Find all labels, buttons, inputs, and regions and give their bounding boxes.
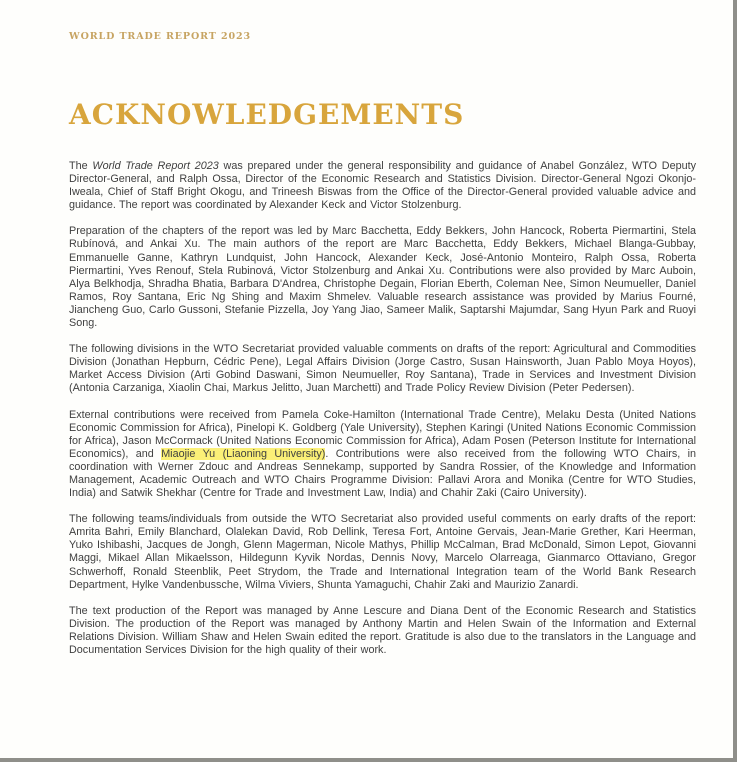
paragraph-authors — [69, 225, 696, 330]
highlighted-name: Miaojie Yu (Liaoning University) — [161, 447, 326, 460]
paragraph-wto-divisions — [69, 343, 696, 395]
page-title: ACKNOWLEDGEMENTS — [69, 98, 465, 131]
text-segment: was prepared under the general responsibility and guidance of Anabel González, WTO Deputy Director-General, and Ralph Ossa, Director of the Economic Research and Statistics Division. Director-General Ngozi Okonjo-Iweala, Chief of Staff Bright Okogu, and Trineesh Biswas from the Office of the Director-General provided valuable advice and guidance. The report was coordinated by Alexander Keck and Victor Stolzenburg. — [69, 160, 696, 212]
report-series-label: WORLD TRADE REPORT 2023 — [69, 31, 251, 42]
body-text — [69, 160, 696, 657]
text-segment: . Contributions were also received from the following WTO Chairs, in coordination with Werner Zdouc and Andreas Sennekamp, supported by Sandra Rossier, of the Knowledge and Information Management, Academic Outreach and WTO Chairs Programme Division: Pallavi Arora and Monika (Centre for WTO Studies, India) and Satwik Shekhar (Centre for Trade and Investment Law, India) and Chahir Zaki (Cairo University). — [69, 447, 696, 500]
text-segment: The text production of the Report was managed by Anne Lescure and Diana Dent of the Economic Research and Statistics Division. The production of the Report was managed by Anthony Martin and Helen Swain of the Information and External Relations Division. William Shaw and Helen Swain edited the report. Gratitude is also due to the translators in the Language and Documentation Services Division for the high quality of their work. — [69, 604, 696, 656]
paragraph-production — [69, 605, 696, 657]
text-segment: Preparation of the chapters of the report was led by Marc Bacchetta, Eddy Bekkers, John Hancock, Roberta Piermartini, Stela Rubínová, and Ankai Xu. The main authors of the report are Marc Bacchetta, Eddy Bekkers, Michael Blanga-Gubbay, Emmanuelle Ganne, Kathryn Lundquist, John Hancock, Alexander Keck, José-Antonio Monteiro, Ralph Ossa, Roberta Piermartini, Yves Renouf, Stela Rubinová, Victor Stolzenburg and Ankai Xu. Contributions were also provided by Marc Auboin, Alya Belkhodja, Shradha Bhatia, Barbara D'Andrea, Christophe Degain, Florian Eberth, Coleman Nee, Simon Neumueller, Daniel Ramos, Roy Santana, Eric Ng Shing and Maxim Shmelev. Valuable research assistance was provided by Marius Fourné, Jiancheng Guo, Carlo Gussoni, Stefanie Pizzella, Joy Yang Jiao, Sameer Malik, Saptarshi Majumdar, Sang Hyun Park and Ruoyi Song. — [69, 225, 696, 330]
report-title-italic: World Trade Report 2023 — [92, 160, 219, 172]
text-segment: The following divisions in the WTO Secretariat provided valuable comments on drafts of the report: Agricultural and Commodities Division (Jonathan Hepburn, Cédric Pene), Legal Affairs Division (Jorge Castro, Susan Hainsworth, Juan Pablo Moya Hoyos), Market Access Division (Arti Gobind Daswani, Simon Neumueller, Roy Santana), Trade in Services and Investment Division (Antonia Carzaniga, Xiaolin Chai, Markus Jelitto, Juan Marchetti) and Trade Policy Review Division (Peter Pedersen). — [69, 343, 696, 395]
paragraph-responsibility — [69, 160, 696, 212]
paragraph-external-contributions — [69, 409, 696, 501]
text-segment: The following teams/individuals from outside the WTO Secretariat also provided useful comments on early drafts of the report: Amrita Bahri, Emily Blanchard, Olalekan David, Rob Dellink, Teresa Fort, Antoine Gervais, Jean-Marie Grether, Kari Heerman, Yuko Ishibashi, Jacques de Jongh, Glenn Magerman, Nicole Mathys, Phillip McCalman, Brad McDonald, Simon Lepot, Giovanni Maggi, Mikael Allan Mikaelsson, Hildegunn Kyvik Nordas, Dennis Novy, Marcelo Olarreaga, Gianmarco Ottaviano, Gregor Schwerhoff, Ronald Steenblik, Peet Strydom, the Trade and International Integration team of the World Bank Research Department, Hylke Vandenbussche, Wilma Viviers, Shunta Yamaguchi, Chahir Zaki and Maurizio Zanardi. — [69, 513, 696, 591]
paragraph-outside-commenters — [69, 513, 696, 592]
text-segment: External contributions were received from Pamela Coke-Hamilton (International Trade Centre), Melaku Desta (United Nations Economic Commission for Africa), Pinelopi K. Goldberg (Yale University), Stephen Karingi (United Nations Economic Commission for Africa), Jason McCormack (United Nations Economic Commission for Africa), Adam Posen (Peterson Institute for International Economics), and — [69, 408, 696, 460]
text-segment: The — [69, 160, 93, 172]
